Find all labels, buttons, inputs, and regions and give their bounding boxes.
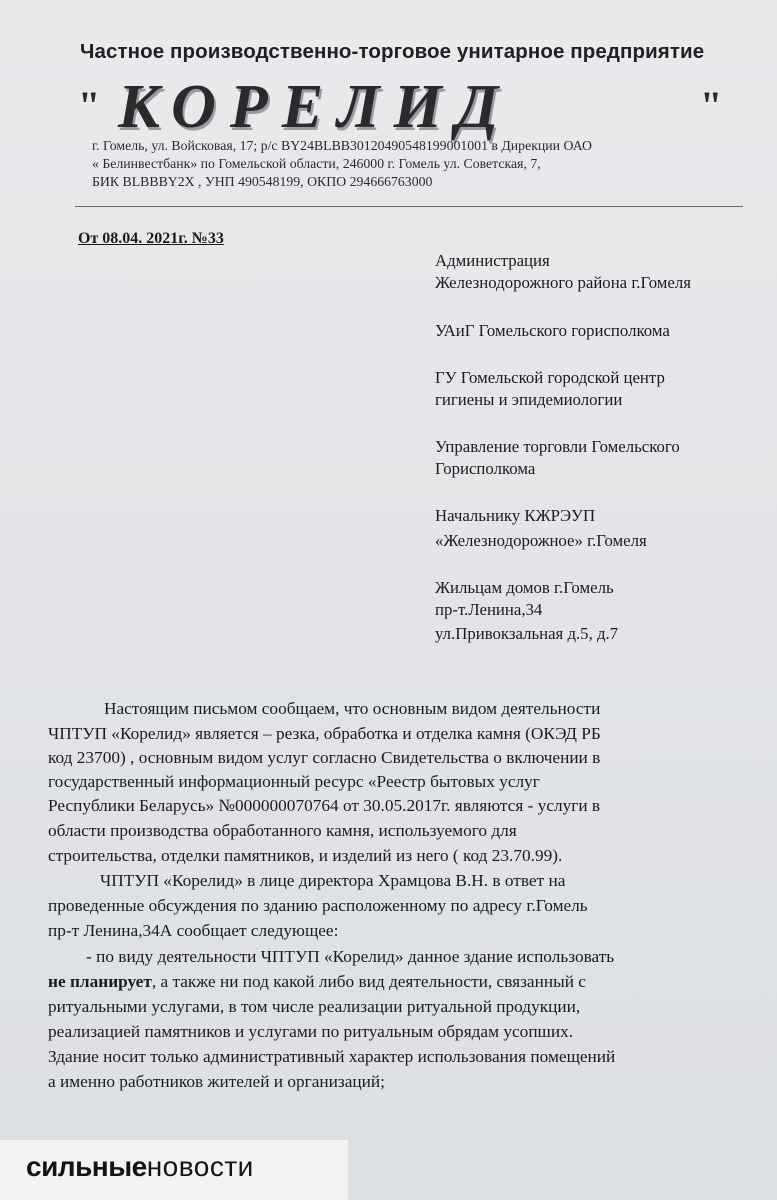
requisites-line-2: « Белинвестбанк» по Гомельской области, 246000 г. Гомель ул. Советская, 7, [92, 156, 541, 171]
watermark-regular: новости [146, 1151, 254, 1182]
recipient-line: пр-т.Ленина,34 [435, 600, 543, 619]
body-line: проведенные обсуждения по зданию расположенному по адресу г.Гомель [48, 896, 588, 915]
recipient-line: ул.Привокзальная д.5, д.7 [435, 624, 619, 643]
body-line: Здание носит только административный характер использования помещений [48, 1047, 616, 1066]
recipient-line: Железнодорожного района г.Гомеля [435, 273, 691, 292]
brand-logo [78, 72, 738, 142]
body-line: ритуальными услугами, в том числе реализации ритуальной продукции, [48, 997, 581, 1016]
recipient-line: ГУ Гомельской городской центр [435, 368, 665, 387]
brand-close-quote: " [700, 83, 723, 128]
body-line: Республики Беларусь» №000000070764 от 30.05.2017г. являются - услуги в [48, 796, 601, 815]
recipient-line: Горисполкома [435, 459, 536, 478]
body-line: государственный информационный ресурс «Реестр бытовых услуг [48, 772, 540, 791]
organization-type: Частное производственно-торговое унитарное предприятие [80, 40, 705, 63]
recipient-line: гигиены и эпидемиологии [435, 390, 623, 409]
recipient-line: Администрация [435, 251, 550, 270]
brand-name: КОРЕЛИД [118, 73, 513, 141]
body-line: ЧПТУП «Корелид» в лице директора Храмцова В.Н. в ответ на [100, 871, 566, 890]
letter-reference: От 08.04. 2021г. №33 [78, 230, 224, 247]
watermark-bold: сильные [26, 1151, 147, 1182]
body-line: строительства, отделки памятников, и изделий из него ( код 23.70.99). [48, 846, 563, 865]
watermark-logo [26, 1150, 254, 1184]
body-line: пр-т Ленина,34А сообщает следующее: [48, 921, 339, 940]
body-line: - по виду деятельности ЧПТУП «Корелид» данное здание использовать [86, 947, 615, 966]
header-divider [75, 206, 743, 207]
emphasis-not-planned: не планирует [48, 972, 152, 991]
body-line: код 23700) , основным видом услуг согласно Свидетельства о включении в [48, 748, 601, 767]
brand-open-quote: " [78, 83, 101, 128]
body-line: реализацией памятников и услугами по ритуальным обрядам усопших. [48, 1022, 574, 1041]
requisites-line-3: БИК BLBBBY2X , УНП 490548199, ОКПО 294666763000 [92, 174, 433, 189]
recipient-line: Начальнику КЖРЭУП [435, 506, 596, 525]
recipient-line: Управление торговли Гомельского [435, 437, 680, 456]
body-line: Настоящим письмом сообщаем, что основным видом деятельности [104, 699, 601, 718]
body-line: области производства обработанного камня, используемого для [48, 821, 517, 840]
body-line-tail: , а также ни под какой либо вид деятельности, связанный с [151, 972, 586, 991]
recipient-line: «Железнодорожное» г.Гомеля [435, 531, 647, 550]
body-line: а именно работников жителей и организаций; [48, 1072, 385, 1091]
body-line: ЧПТУП «Корелид» является – резка, обработка и отделка камня (ОКЭД РБ [48, 724, 601, 743]
body-line-emphasis [48, 971, 586, 993]
recipient-line: Жильцам домов г.Гомель [435, 578, 614, 597]
recipient-line: УАиГ Гомельского горисполкома [435, 321, 670, 340]
requisites-line-1: г. Гомель, ул. Войсковая, 17; р/с BY24BLBB30120490548199001001 в Дирекции ОАО [92, 138, 593, 153]
